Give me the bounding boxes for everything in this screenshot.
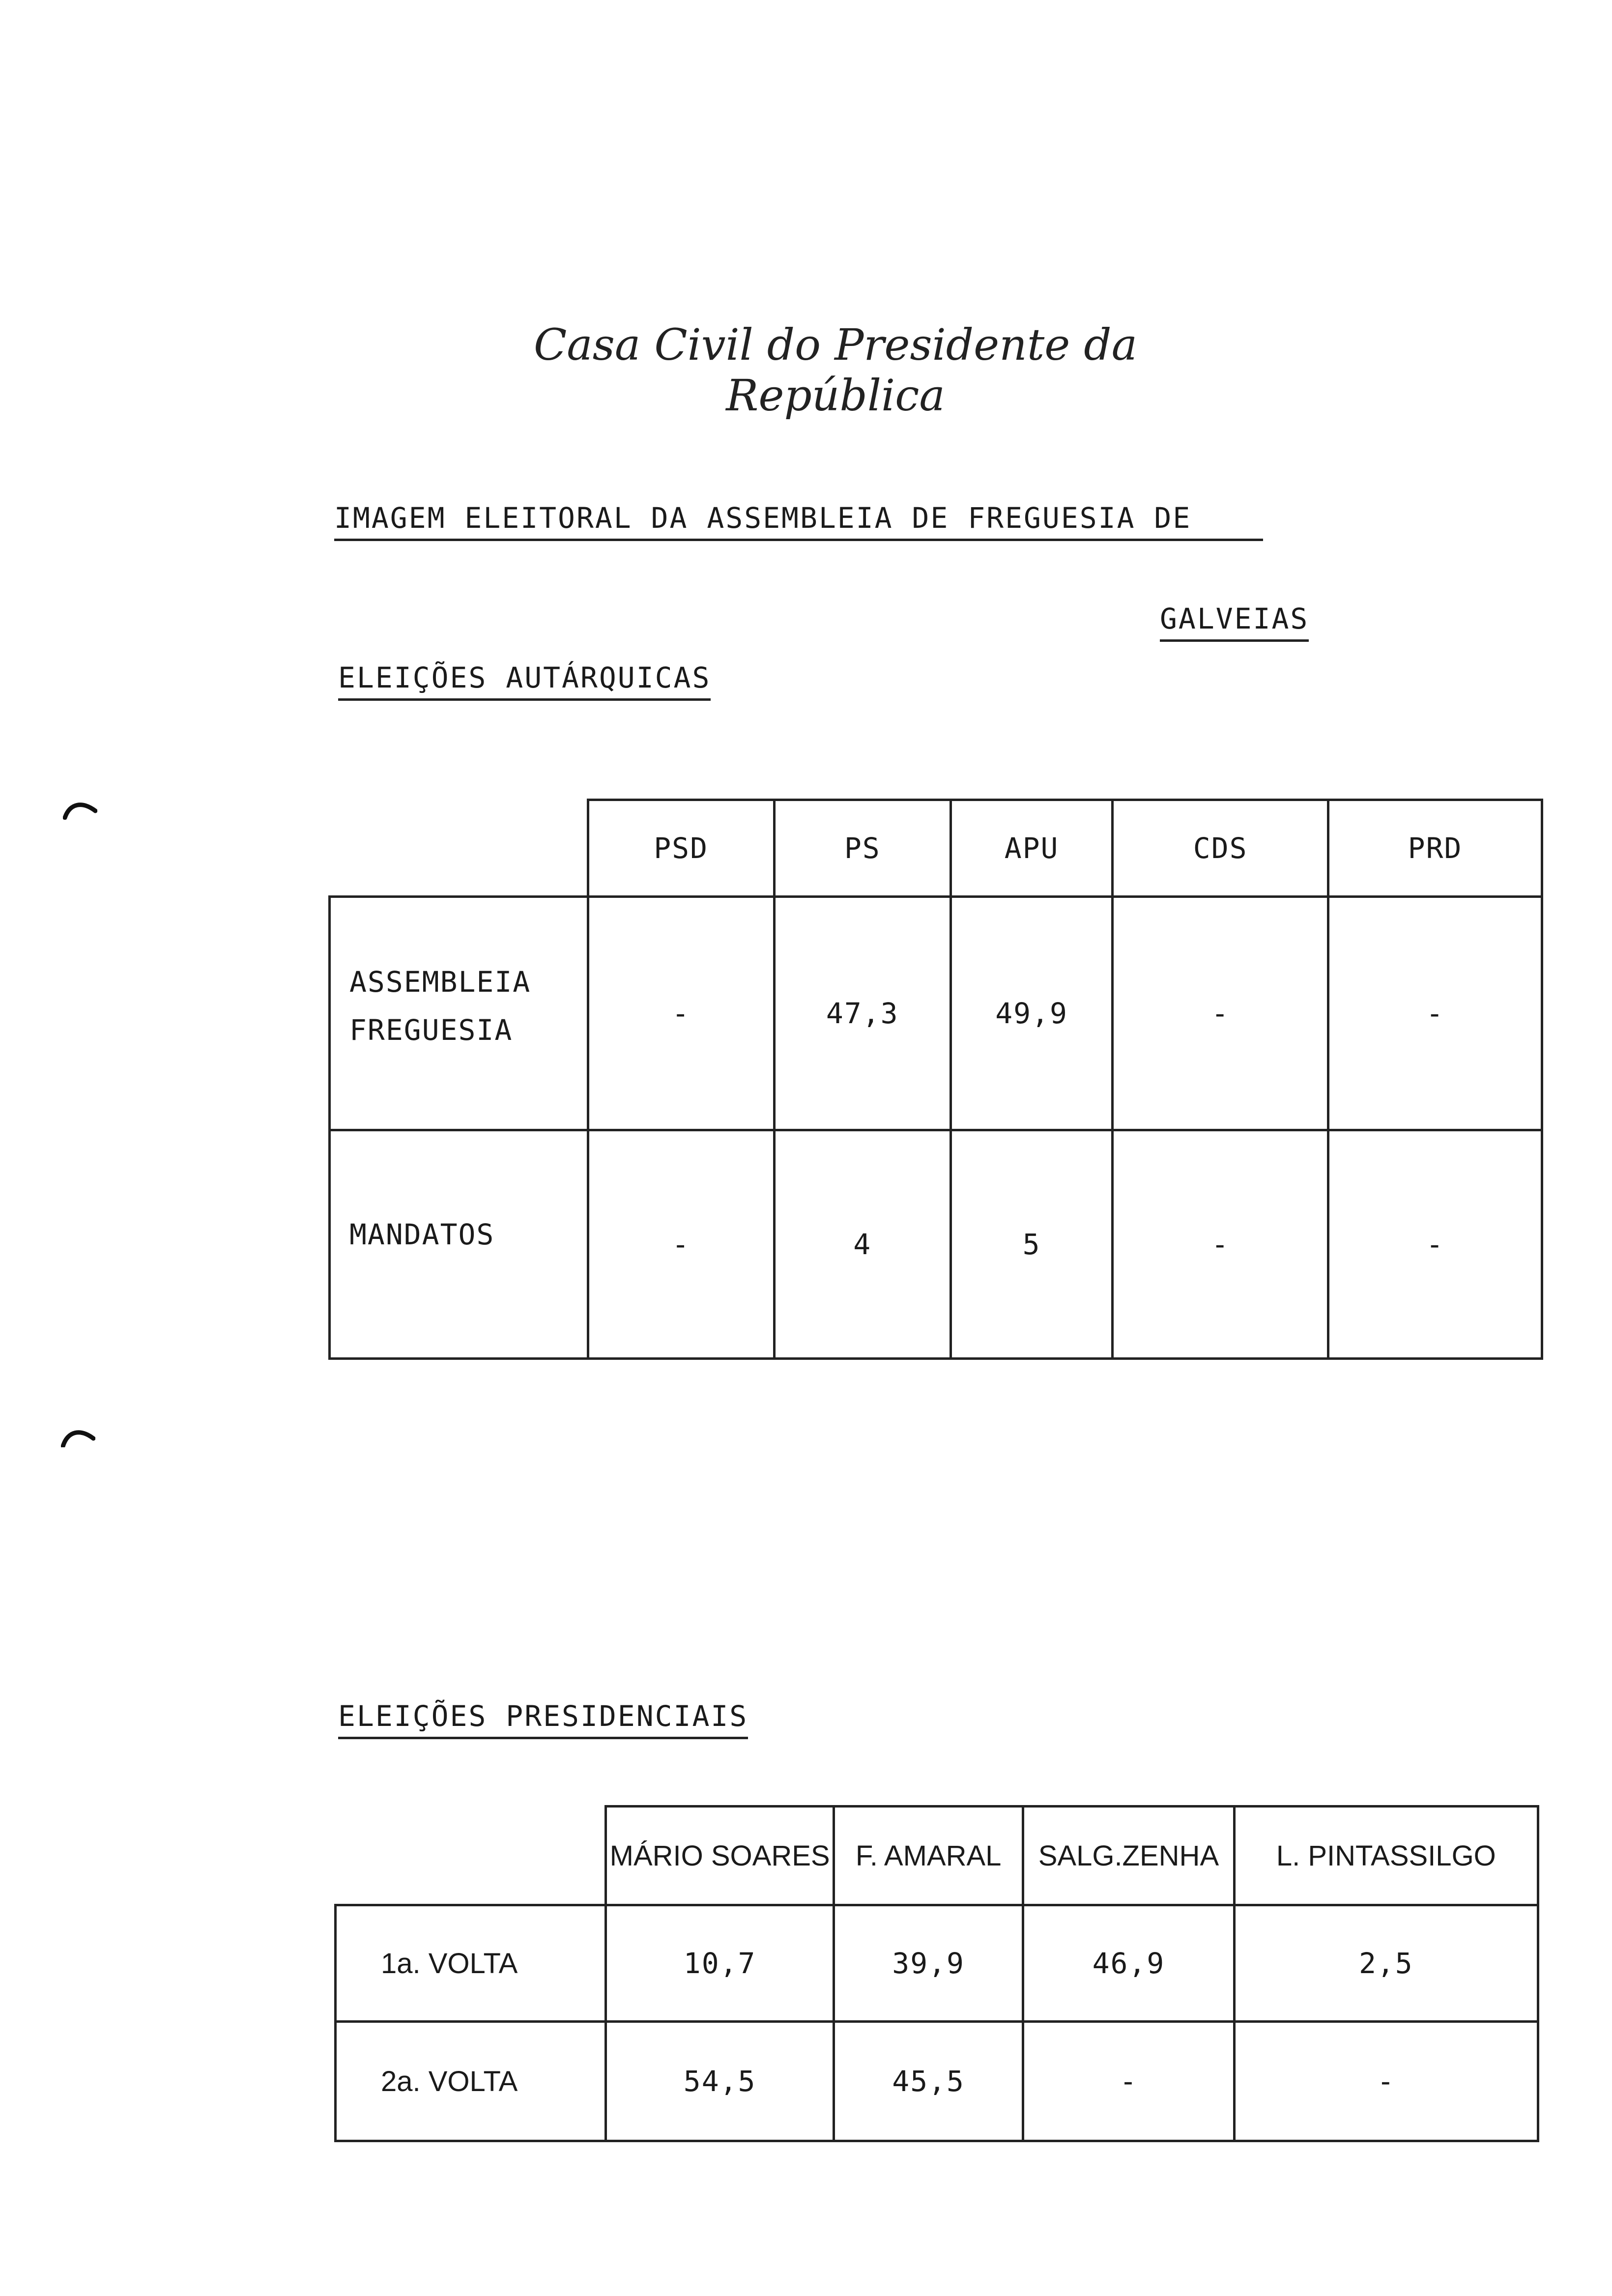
table-cell: 49,9 bbox=[950, 897, 1112, 1130]
table-cell: 4 bbox=[774, 1130, 950, 1359]
table-cell: 54,5 bbox=[606, 2022, 834, 2141]
table-cell: 2,5 bbox=[1234, 1905, 1538, 2022]
presidenciais-results-table bbox=[334, 1805, 1539, 2142]
table-cell: 5 bbox=[950, 1130, 1112, 1359]
row-label-line: ASSEMBLEIA bbox=[349, 965, 531, 999]
row-label-line: MANDATOS bbox=[349, 1218, 495, 1251]
table-cell: 46,9 bbox=[1023, 1905, 1234, 2022]
table-row bbox=[336, 2022, 1538, 2141]
table-cell: 39,9 bbox=[834, 1905, 1023, 2022]
row-label-line: FREGUESIA bbox=[349, 1013, 513, 1047]
table-cell: - bbox=[588, 897, 774, 1130]
table-cell: 47,3 bbox=[774, 897, 950, 1130]
table-header-row bbox=[336, 1807, 1538, 1905]
punch-hole-mark-bottom bbox=[61, 1428, 95, 1447]
section-heading-autarquicas: ELEIÇÕES AUTÁRQUICAS bbox=[338, 661, 711, 701]
party-header-cds: CDS bbox=[1113, 800, 1328, 897]
table-cell: 45,5 bbox=[834, 2022, 1023, 2141]
table-cell: - bbox=[1023, 2022, 1234, 2141]
candidate-header-f-amaral: F. AMARAL bbox=[834, 1807, 1023, 1905]
table-cell: - bbox=[1113, 1130, 1328, 1359]
row-label-1a-volta: 1a. VOLTA bbox=[336, 1905, 606, 2022]
table-row bbox=[336, 1905, 1538, 2022]
punch-hole-mark-top bbox=[63, 800, 97, 820]
party-header-psd: PSD bbox=[588, 800, 774, 897]
party-header-prd: PRD bbox=[1328, 800, 1542, 897]
row-label-assembleia-freguesia bbox=[330, 897, 588, 1130]
party-header-apu: APU bbox=[950, 800, 1112, 897]
table-row bbox=[330, 1130, 1542, 1359]
document-title: IMAGEM ELEITORAL DA ASSEMBLEIA DE FREGUESIA DE bbox=[334, 501, 1263, 541]
section-heading-presidenciais: ELEIÇÕES PRESIDENCIAIS bbox=[338, 1699, 748, 1739]
place-name: GALVEIAS bbox=[1160, 602, 1309, 642]
row-label-mandatos bbox=[330, 1130, 588, 1359]
candidate-header-l-pintassilgo: L. PINTASSILGO bbox=[1234, 1807, 1538, 1905]
table-cell: 10,7 bbox=[606, 1905, 834, 2022]
autarquicas-results-table bbox=[328, 799, 1543, 1360]
table-cell: - bbox=[588, 1130, 774, 1359]
row-label-2a-volta: 2a. VOLTA bbox=[336, 2022, 606, 2141]
party-header-ps: PS bbox=[774, 800, 950, 897]
candidate-header-salg-zenha: SALG.ZENHA bbox=[1023, 1807, 1234, 1905]
table-cell: - bbox=[1328, 1130, 1542, 1359]
table-cell: - bbox=[1328, 897, 1542, 1130]
table-header-row bbox=[330, 800, 1542, 897]
empty-corner-cell bbox=[330, 800, 588, 897]
table-cell: - bbox=[1234, 2022, 1538, 2141]
letterhead: Casa Civil do Presidente da República bbox=[533, 319, 1138, 421]
table-row bbox=[330, 897, 1542, 1130]
candidate-header-mario-soares: MÁRIO SOARES bbox=[606, 1807, 834, 1905]
table-cell: - bbox=[1113, 897, 1328, 1130]
empty-corner-cell bbox=[336, 1807, 606, 1905]
